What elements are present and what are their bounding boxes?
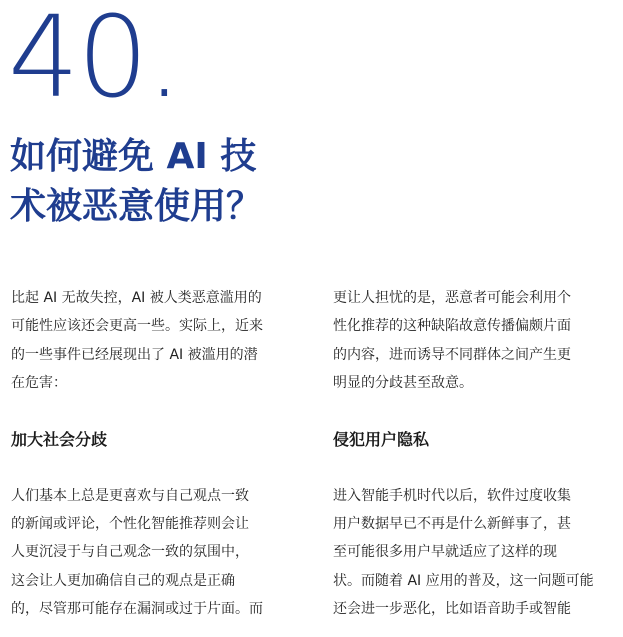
text-line: 用户数据早已不再是什么新鲜事了，甚 xyxy=(333,516,571,533)
spacer xyxy=(11,398,293,426)
intro-paragraph xyxy=(333,284,615,398)
title-line: 如何避免 AI 技 xyxy=(10,136,257,177)
text-line: 进入智能手机时代以后，软件过度收集 xyxy=(333,487,571,504)
text-line: 的，尽管那可能存在漏洞或过于片面。而 xyxy=(11,601,263,618)
left-column xyxy=(11,284,293,624)
text-line: 更让人担忧的是，恶意者可能会利用个 xyxy=(333,290,571,306)
text-line: 明显的分歧甚至敌意。 xyxy=(333,375,473,392)
text-line: 人更沉浸于与自己观念一致的氛围中， xyxy=(11,544,249,561)
spacer xyxy=(333,398,615,426)
text-line: 在危害： xyxy=(11,375,67,392)
body-paragraph xyxy=(333,482,615,624)
text-line: 的新闻或评论，个性化智能推荐则会让 xyxy=(11,516,249,533)
title-line: 术被恶意使用？ xyxy=(10,186,263,227)
subheading-privacy: 侵犯用户隐私 xyxy=(333,429,430,449)
body-paragraph xyxy=(11,482,293,624)
right-column xyxy=(333,284,615,624)
text-line: 性化推荐的这种缺陷故意传播偏颇片面 xyxy=(333,318,571,335)
text-line: 这会让人更加确信自己的观点是正确 xyxy=(11,572,235,589)
spacer xyxy=(333,454,615,482)
text-line: 至可能很多用户早就适应了这样的现 xyxy=(333,544,557,561)
text-line: 人们基本上总是更喜欢与自己观点一致 xyxy=(11,487,249,504)
section-title xyxy=(10,132,262,232)
spacer xyxy=(11,454,293,482)
intro-paragraph xyxy=(11,284,293,398)
text-line: 的一些事件已经展现出了 AI 被滥用的潜 xyxy=(11,346,258,363)
section-number: 40. xyxy=(8,0,181,123)
text-line: 比起 AI 无故失控，AI 被人类恶意滥用的 xyxy=(11,290,262,306)
text-line: 还会进一步恶化，比如语音助手或智能 xyxy=(333,601,571,618)
subheading-social-division: 加大社会分歧 xyxy=(11,429,108,449)
text-line: 状。而随着 AI 应用的普及，这一问题可能 xyxy=(333,572,594,589)
text-line: 的内容，进而诱导不同群体之间产生更 xyxy=(333,346,571,363)
text-line: 可能性应该还会更高一些。实际上，近来 xyxy=(11,318,263,335)
